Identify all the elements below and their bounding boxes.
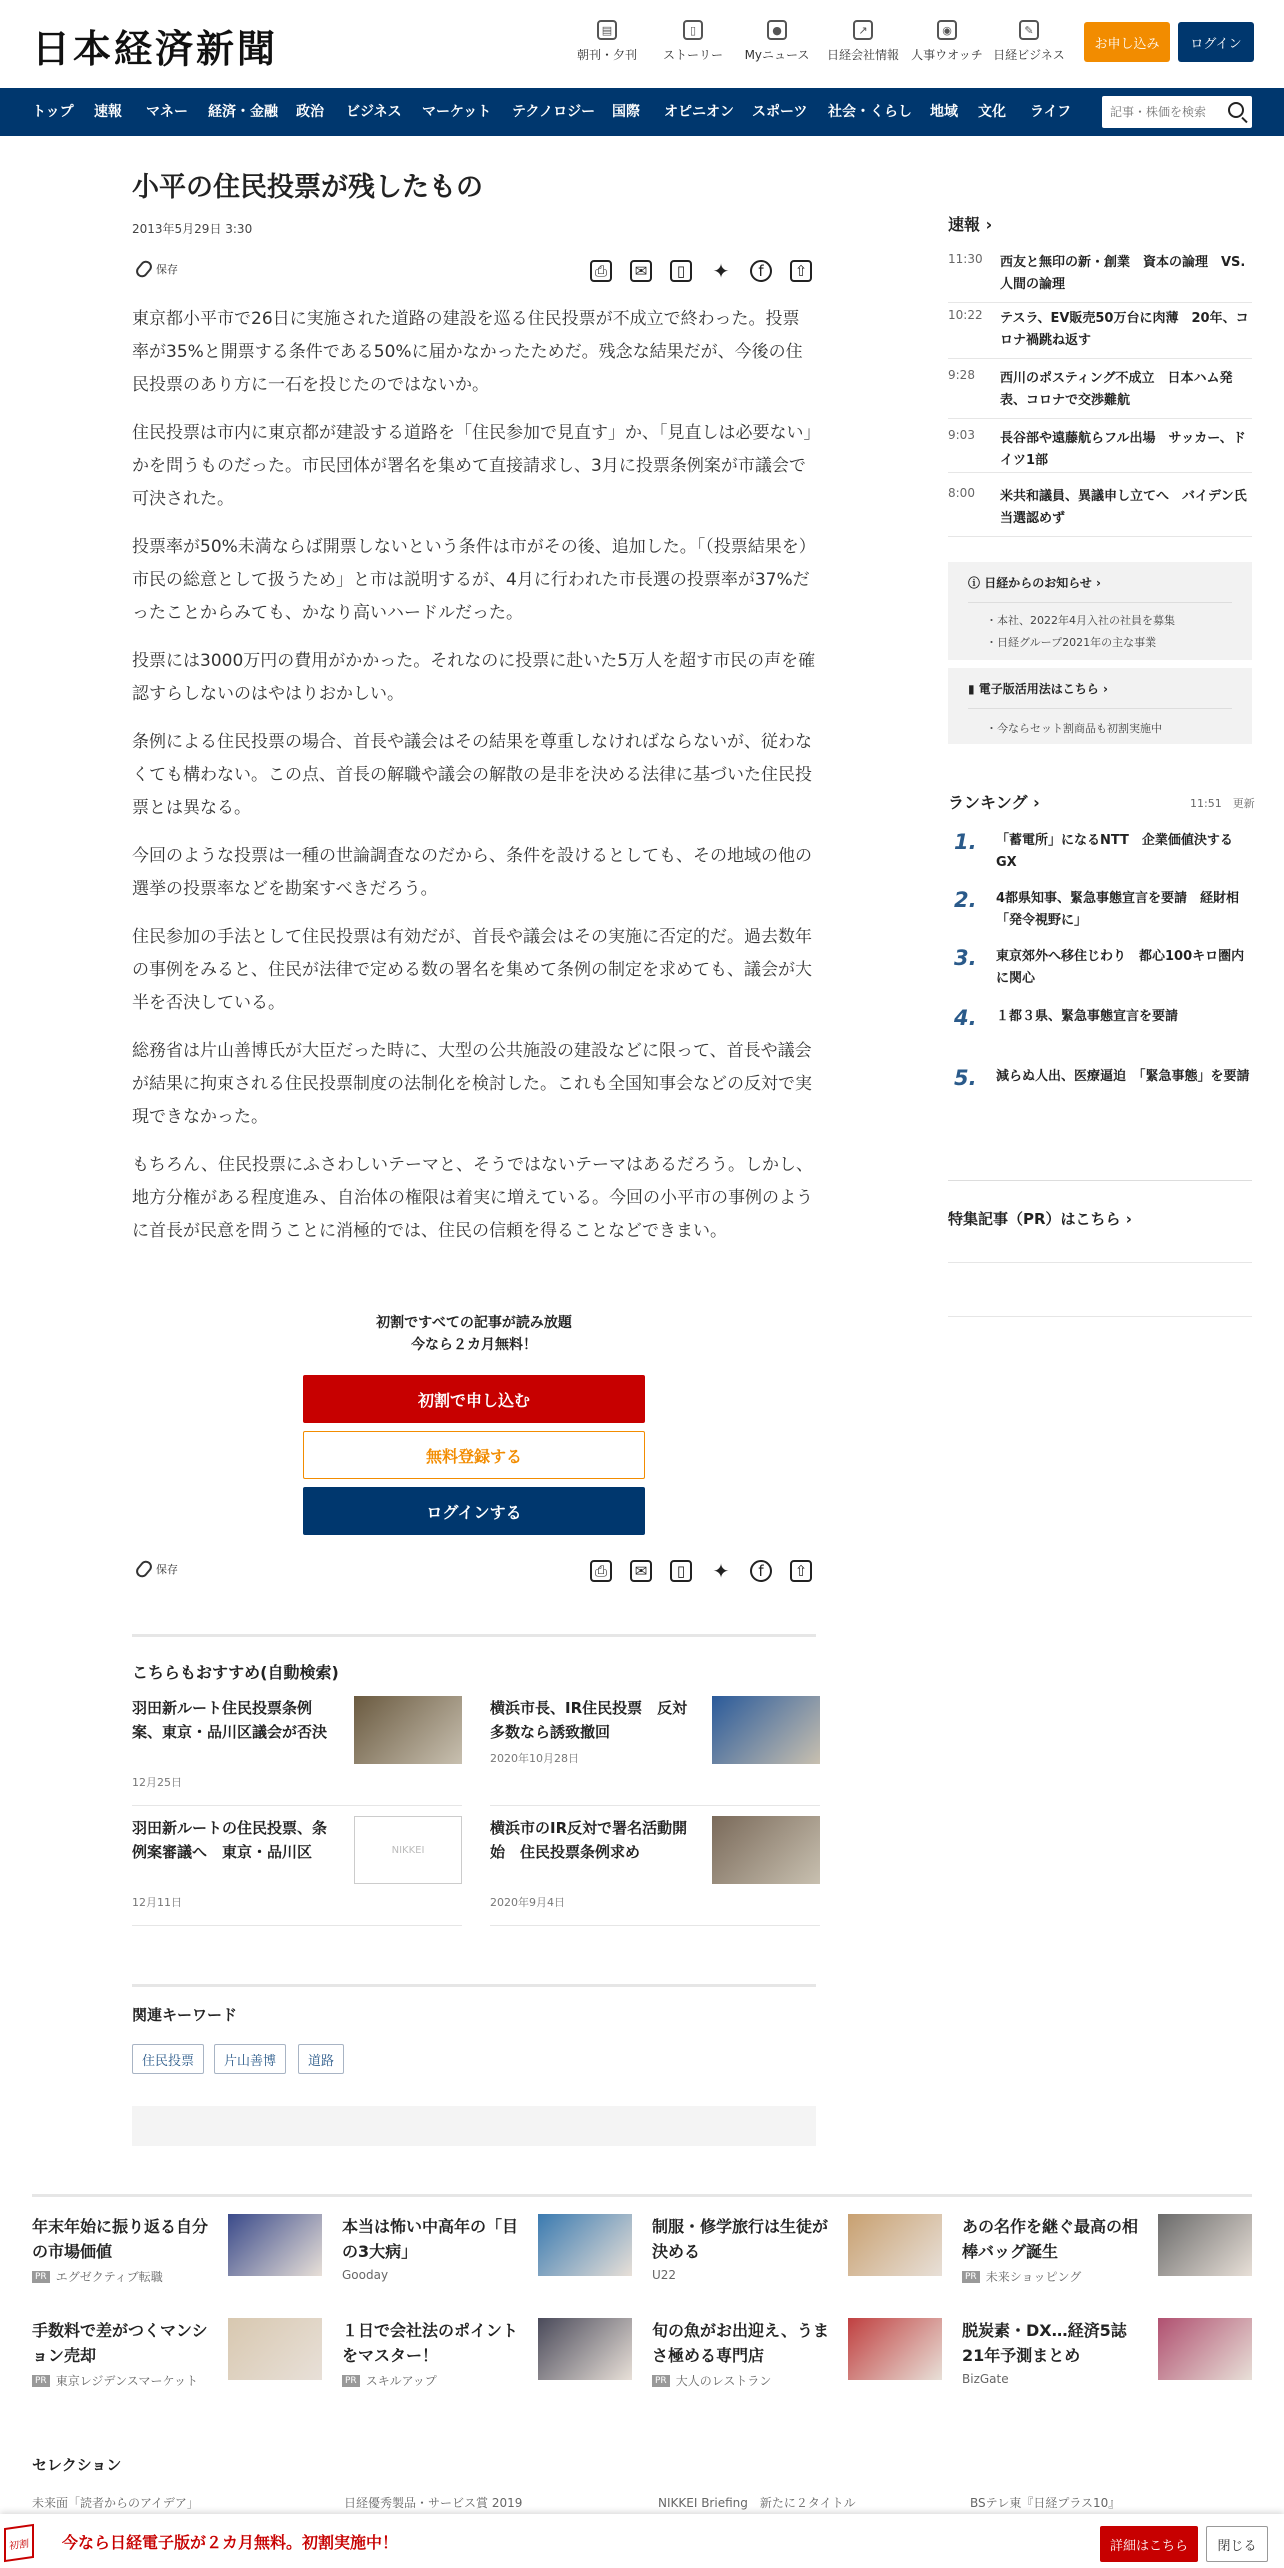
bookmark-icon[interactable]: ▯ (670, 1560, 692, 1582)
pr-ad-item[interactable] (652, 2214, 942, 2294)
header-nav-label: Myニュース (744, 48, 810, 62)
nav-item[interactable]: 政治 (296, 104, 324, 120)
article-paragraph: 投票には3000万円の費用がかかった。それなのに投票に赴いた5万人を超す市民の声を確認すらしないのはやはりおかしい。 (132, 651, 816, 704)
recommend-item[interactable] (490, 1816, 820, 1926)
ebook-title[interactable]: ▮ 電子版活用法はこちら › (968, 682, 1108, 696)
nav-item[interactable]: オピニオン (664, 104, 734, 120)
pr-badge: PR (652, 2375, 670, 2387)
article-body (132, 303, 816, 1263)
pr-ad-title: 手数料で差がつくマンション売却 (32, 2321, 208, 2365)
ranking-updated: 11:51 更新 (1190, 797, 1255, 810)
selection-item[interactable]: 未来面「読者からのアイデア」 (32, 2496, 199, 2510)
flash-time: 10:22 (948, 308, 983, 322)
site-header (0, 0, 1284, 88)
selection-item[interactable]: NIKKEI Briefing 新たに２タイトル (658, 2496, 856, 2510)
bottom-promo-bar (0, 2514, 1284, 2568)
pr-ad-title: 脱炭素・DX…経済5誌 21年予測まとめ (962, 2321, 1127, 2365)
story-icon: ▯ (683, 20, 703, 40)
recommend-title: 羽田新ルート住民投票条例案、東京・品川区議会が否決 (132, 1699, 328, 1741)
pr-ad-source (652, 2372, 771, 2389)
divider (948, 1180, 1252, 1181)
pr-ad-thumbnail (228, 2214, 322, 2276)
nav-item[interactable]: 地域 (930, 104, 958, 120)
selection-title: セレクション (32, 2456, 122, 2474)
article-paragraph: 今回のような投票は一種の世論調査なのだから、条件を設けるとしても、その地域の他の選挙の投票率などを勘案すべきだろう。 (132, 846, 812, 899)
nav-item[interactable]: 文化 (978, 104, 1006, 120)
recommend-title: こちらもおすすめ(自動検索) (132, 1663, 339, 1682)
header-nav-item[interactable] (732, 20, 822, 63)
header-nav-label: 日経会社情報 (826, 48, 899, 62)
keyword-tag[interactable]: 道路 (298, 2044, 344, 2074)
pr-badge: PR (342, 2375, 360, 2387)
article-paragraph: 条例による住民投票の場合、首長や議会はその結果を尊重しなければならないが、従わなくても構わない。この点、首長の解職や議会の解散の是非を決める法律に基づいた住民投票とは異なる。 (132, 732, 812, 818)
pr-ad-source (32, 2268, 163, 2285)
header-nav-label: 朝刊・夕刊 (576, 48, 637, 62)
divider (132, 1984, 816, 1987)
promo-badge-icon: 初割 (4, 2524, 34, 2562)
pr-source-label: 大人のレストラン (675, 2374, 772, 2388)
article-paragraph: 東京都小平市で26日に実施された道路の建設を巡る住民投票が不成立で終わった。投票率が35%と開票する条件である50%に届かなかったためだ。残念な結果だが、今後の住民投票のあり方に一石を投じたのではないか。 (132, 309, 803, 395)
article-paragraph: 住民投票は市内に東京都が建設する道路を「住民参加で見直す」か、「見直しは必要ない」かを問うものだった。市民団体が署名を集めて直接請求し、3月に投票条例案が市議会で可決された。 (132, 423, 812, 509)
pr-source-label: U22 (652, 2268, 677, 2282)
flash-news-title[interactable]: 速報 › (948, 215, 993, 234)
nav-item[interactable]: 速報 (94, 104, 122, 120)
flash-text: 米共和議員、異議申し立てへ バイデン氏当選認めず (1000, 489, 1247, 526)
search-input[interactable] (1102, 96, 1220, 128)
promo-apply-button[interactable]: 初割で申し込む (303, 1375, 645, 1423)
nav-item[interactable]: 国際 (612, 104, 640, 120)
share-tools (590, 260, 812, 282)
pr-ad-item[interactable] (32, 2214, 322, 2294)
article-date: 2013年5月29日 3:30 (132, 222, 253, 236)
ranking-text: 減らぬ人出、医療逼迫 「緊急事態」を要請 (996, 1069, 1250, 1084)
pr-source-label: スキルアップ (365, 2374, 437, 2388)
header-nav-item[interactable] (984, 20, 1074, 63)
ad-strip (132, 2106, 816, 2146)
ranking-title[interactable]: ランキング › (948, 793, 1040, 812)
article-title: 小平の住民投票が残したもの (132, 172, 483, 203)
nav-item[interactable]: スポーツ (752, 104, 808, 120)
divider (32, 2194, 1252, 2197)
nav-item[interactable]: 社会・くらし (828, 104, 912, 120)
newspaper-icon: ▤ (597, 20, 617, 40)
flash-text: テスラ、EV販売50万台に肉薄 20年、コロナ禍跳ね返す (1000, 311, 1249, 348)
pr-ad-source (962, 2372, 1009, 2386)
pr-ad-title: あの名作を継ぐ最高の相棒バッグ誕生 (962, 2217, 1139, 2261)
nav-item[interactable]: 経済・金融 (208, 104, 278, 120)
chart-icon: ↗ (853, 20, 873, 40)
ranking-number: 4. (954, 1006, 977, 1030)
pr-ad-item[interactable] (342, 2318, 632, 2398)
recommend-title: 横浜市長、IR住民投票 反対多数なら誘致撤回 (490, 1699, 688, 1741)
pr-ad-title: 年末年始に振り返る自分の市場価値 (32, 2217, 209, 2261)
flash-text: 長谷部や遠藤航らフル出場 サッカー、ドイツ1部 (1000, 431, 1246, 468)
pr-ad-source (962, 2268, 1081, 2285)
save-label: 保存 (156, 263, 178, 276)
pr-ad-source (652, 2268, 676, 2282)
notice-box (948, 562, 1252, 660)
pr-ad-title: 旬の魚がお出迎え、うまさ極める専門店 (652, 2321, 829, 2365)
header-nav-item[interactable] (562, 20, 652, 63)
article-toolbar-top (132, 252, 816, 288)
ranking-text: 東京郊外へ移住じわり 都心100キロ圏内に関心 (996, 949, 1245, 986)
clip-icon (134, 258, 155, 280)
share-icon[interactable]: ⇧ (790, 260, 812, 282)
pr-source-label: エグゼクティブ転職 (55, 2270, 163, 2284)
ranking-number: 1. (954, 830, 977, 854)
bookmark-icon[interactable]: ▯ (670, 260, 692, 282)
twitter-icon[interactable]: ✦ (712, 259, 730, 283)
save-label: 保存 (156, 1563, 178, 1576)
recommend-item[interactable] (132, 1816, 462, 1926)
recommend-date: 2020年10月28日 (490, 1752, 579, 1765)
promo-login-button[interactable]: ログインする (303, 1487, 645, 1535)
nav-item[interactable]: ライフ (1030, 104, 1072, 120)
pr-ad-thumbnail (1158, 2214, 1252, 2276)
notice-item[interactable]: ・本社、2022年4月入社の社員を募集 (986, 614, 1175, 627)
share-icon[interactable]: ⇧ (790, 1560, 812, 1582)
header-nav-label: 日経ビジネス (993, 48, 1065, 62)
keyword-tag[interactable]: 片山善博 (214, 2044, 286, 2074)
promo-line-1: 初割ですべての記事が読み放題 (376, 1315, 572, 1331)
ranking-number: 5. (954, 1066, 977, 1090)
ebook-box (948, 668, 1252, 744)
pr-ad-thumbnail (1158, 2318, 1252, 2380)
nav-item[interactable]: マーケット (422, 104, 492, 120)
twitter-icon[interactable]: ✦ (712, 1559, 730, 1583)
user-icon: ● (767, 20, 787, 40)
article-toolbar-bottom (132, 1552, 816, 1588)
header-nav-label: ストーリー (662, 48, 723, 62)
nav-item[interactable]: テクノロジー (512, 104, 596, 120)
pr-badge: PR (32, 2271, 50, 2283)
pr-ad-thumbnail (538, 2318, 632, 2380)
recommend-date: 2020年9月4日 (490, 1896, 565, 1909)
save-button-bottom[interactable] (138, 1560, 178, 1578)
pr-source-label: 未来ショッピング (985, 2270, 1082, 2284)
promo-text (132, 1312, 816, 1356)
search-icon[interactable] (1228, 102, 1244, 118)
facebook-icon[interactable]: f (750, 1560, 772, 1582)
recommend-thumbnail (354, 1696, 462, 1764)
recommend-title: 羽田新ルートの住民投票、条例案審議へ 東京・品川区 (132, 1819, 328, 1861)
bottom-promo-text: 今なら日経電子版が２カ月無料。初割実施中！ (62, 2533, 399, 2552)
selection-item[interactable]: BSテレ東『日経プラス10』 (970, 2496, 1121, 2510)
flash-text: 西友と無印の新・創業 資本の論理 VS. 人間の論理 (1000, 255, 1246, 292)
notice-item[interactable]: ・日経グループ2021年の主な事業 (986, 636, 1157, 649)
share-tools-bottom (590, 1560, 812, 1582)
apply-button[interactable]: お申し込み (1084, 22, 1170, 62)
register-button[interactable]: 無料登録する (303, 1431, 645, 1479)
divider (132, 1634, 816, 1637)
ranking-text: 4都県知事、緊急事態宣言を要請 経財相「発令視野に」 (996, 891, 1240, 928)
pr-ad-thumbnail (538, 2214, 632, 2276)
nav-item[interactable]: トップ (32, 104, 74, 120)
pr-ad-title: 制服・修学旅行は生徒が決める (652, 2217, 829, 2261)
clip-icon (134, 1558, 155, 1580)
pr-source-label: Gooday (342, 2268, 389, 2282)
keywords-title: 関連キーワード (132, 2006, 238, 2024)
compass-icon: ✎ (1019, 20, 1039, 40)
pr-ad-item[interactable] (962, 2214, 1252, 2294)
pr-ad-item[interactable] (32, 2318, 322, 2398)
recommend-title: 横浜市のIR反対で署名活動開始 住民投票条例求め (490, 1819, 688, 1861)
pr-ad-source (32, 2372, 198, 2389)
pr-badge: PR (962, 2271, 980, 2283)
recommend-thumbnail (712, 1816, 820, 1884)
article-paragraph: もちろん、住民投票にふさわしいテーマと、そうではないテーマはあるだろう。しかし、地方分権がある程度進み、自治体の権限は着実に増えている。今回の小平市の事例のように首長が民意を問うことに消極的では、住民の信頼を得ることなどできまい。 (132, 1155, 814, 1241)
close-button[interactable]: 閉じる (1206, 2526, 1268, 2562)
flash-time: 9:28 (948, 368, 975, 382)
article-paragraph: 総務省は片山善博氏が大臣だった時に、大型の公共施設の建設などに限って、首長や議会が結果に拘束される住民投票制度の法制化を検討した。これも全国知事会などの反対で実現できなかった。 (132, 1041, 812, 1127)
nav-item[interactable]: マネー (146, 104, 188, 120)
notice-title[interactable]: ⓘ 日経からのお知らせ › (968, 576, 1101, 590)
ebook-item[interactable]: ・今ならセット割商品も初割実施中 (986, 722, 1162, 735)
ranking-number: 3. (954, 946, 977, 970)
pr-ad-source (342, 2268, 388, 2282)
pr-section-title[interactable]: 特集記事（PR）はこちら › (948, 1210, 1132, 1228)
ranking-text: 「蓄電所」になるNTT 企業価値決するGX (996, 833, 1233, 870)
flash-time: 8:00 (948, 486, 975, 500)
flash-time: 11:30 (948, 252, 983, 266)
search-box (1102, 96, 1252, 128)
pr-badge: PR (32, 2375, 50, 2387)
promo-line-2: 今なら２カ月無料！ (411, 1337, 537, 1353)
print-icon[interactable]: ⎙ (590, 1560, 612, 1582)
pr-ad-item[interactable] (962, 2318, 1252, 2398)
recommend-thumbnail-placeholder: NIKKEI (354, 1816, 462, 1884)
ranking-text: １都３県、緊急事態宣言を要請 (996, 1009, 1179, 1024)
detail-button[interactable]: 詳細はこちら (1100, 2526, 1198, 2562)
flash-text: 西川のポスティング不成立 日本ハム発表、コロナで交渉難航 (1000, 371, 1233, 408)
selection-item[interactable]: 日経優秀製品・サービス賞 2019 (344, 2496, 523, 2510)
header-nav-item[interactable] (648, 20, 738, 63)
recommend-item[interactable] (132, 1696, 462, 1806)
ranking-number: 2. (954, 888, 977, 912)
pr-source-label: 東京レジデンスマーケット (55, 2374, 198, 2388)
pr-ad-thumbnail (848, 2318, 942, 2380)
mail-icon[interactable]: ✉ (630, 1560, 652, 1582)
article-paragraph: 投票率が50%未満ならば開票しないという条件は市がその後、追加した。「（投票結果を）市民の総意として扱うため」と市は説明するが、4月に行われた市長選の投票率が37%だったことからみても、かなり高いハードルだった。 (132, 537, 816, 623)
pr-ad-item[interactable] (342, 2214, 632, 2294)
recommend-date: 12月25日 (132, 1776, 182, 1789)
pr-ad-title: 本当は怖い中高年の「目の3大病」 (342, 2217, 519, 2261)
header-nav-label: 人事ウオッチ (911, 48, 983, 62)
recommend-date: 12月11日 (132, 1896, 182, 1909)
pr-ad-source (342, 2372, 437, 2389)
pr-ad-thumbnail (848, 2214, 942, 2276)
pr-ad-title: １日で会社法のポイントをマスター！ (342, 2321, 519, 2365)
flash-time: 9:03 (948, 428, 975, 442)
pr-source-label: BizGate (962, 2372, 1009, 2386)
facebook-icon[interactable]: f (750, 260, 772, 282)
print-icon[interactable]: ⎙ (590, 260, 612, 282)
save-button[interactable] (138, 260, 178, 278)
recommend-item[interactable] (490, 1696, 820, 1806)
nav-item[interactable]: ビジネス (346, 104, 402, 120)
recommend-thumbnail (712, 1696, 820, 1764)
header-nav-item[interactable] (818, 20, 908, 63)
login-button[interactable]: ログイン (1178, 22, 1254, 62)
article-paragraph: 住民参加の手法として住民投票は有効だが、首長や議会はその実施に否定的だ。過去数年の事例をみると、住民が法律で定める数の署名を集めて条例の制定を求めても、議会が大半を否決している。 (132, 927, 812, 1013)
mail-icon[interactable]: ✉ (630, 260, 652, 282)
pr-ad-thumbnail (228, 2318, 322, 2380)
main-nav (0, 88, 1284, 136)
header-nav-item[interactable] (902, 20, 992, 63)
pr-ad-item[interactable] (652, 2318, 942, 2398)
keyword-tag[interactable]: 住民投票 (132, 2044, 204, 2074)
search-person-icon: ◉ (937, 20, 957, 40)
site-logo[interactable]: 日本経済新聞 (32, 26, 279, 71)
